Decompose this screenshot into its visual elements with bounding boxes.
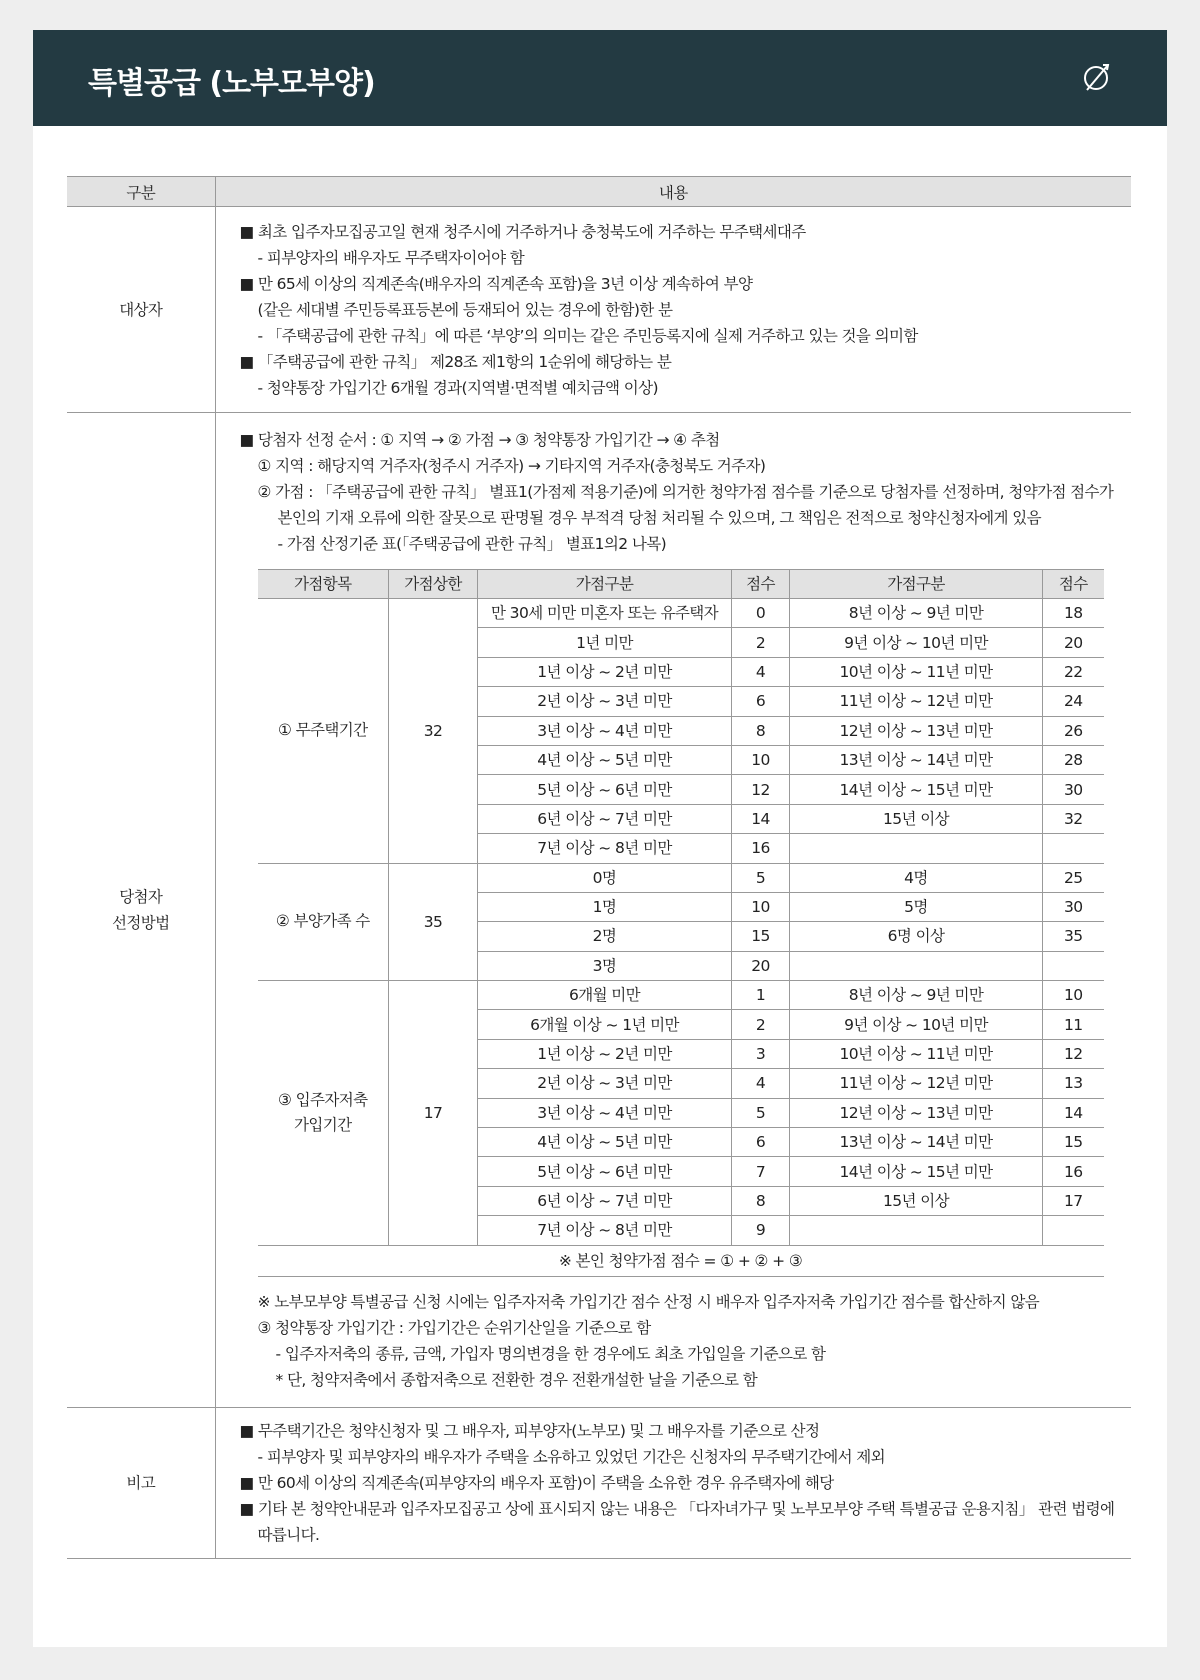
score-points: 25 bbox=[1043, 863, 1104, 892]
score-range: 11년 이상 ~ 12년 미만 bbox=[790, 687, 1043, 716]
score-item bbox=[258, 863, 389, 981]
score-range: 15년 이상 bbox=[790, 804, 1043, 833]
score-points: 14 bbox=[1043, 1098, 1104, 1127]
score-points: 24 bbox=[1043, 687, 1104, 716]
score-range: 만 30세 미만 미혼자 또는 유주택자 bbox=[478, 599, 732, 628]
score-range: 1명 bbox=[478, 892, 732, 921]
score-item-line: ③ 입주자저축 bbox=[278, 1090, 368, 1109]
score-range: 6년 이상 ~ 7년 미만 bbox=[478, 1186, 732, 1215]
score-points: 20 bbox=[732, 951, 790, 980]
note-line: - 입주자저축의 종류, 금액, 가입자 명의변경을 한 경우에도 최초 가입일을 기준으로 함 bbox=[275, 1344, 826, 1363]
score-range: 1년 이상 ~ 2년 미만 bbox=[478, 1039, 732, 1068]
score-points: 32 bbox=[1043, 804, 1104, 833]
remarks-row bbox=[67, 1407, 1131, 1558]
target-line: ■ 만 65세 이상의 직계존속(배우자의 직계존속 포함)을 3년 이상 계속하여 부양 bbox=[239, 274, 753, 293]
score-range: 15년 이상 bbox=[790, 1186, 1043, 1215]
selection-intro-line: ■ 당첨자 선정 순서 : ① 지역 → ② 가점 → ③ 청약통장 가입기간 → ④ 추첨 bbox=[239, 431, 720, 449]
score-range: 9년 이상 ~ 10년 미만 bbox=[790, 628, 1043, 657]
score-points: 2 bbox=[732, 628, 790, 657]
note-line: ③ 청약통장 가입기간 : 가입기간은 순위기산일을 기준으로 함 bbox=[257, 1318, 651, 1337]
score-points: 5 bbox=[732, 863, 790, 892]
document-card bbox=[33, 30, 1167, 1647]
score-points: 5 bbox=[732, 1098, 790, 1127]
score-range bbox=[790, 1216, 1043, 1245]
score-points: 12 bbox=[1043, 1039, 1104, 1068]
score-points: 6 bbox=[732, 1128, 790, 1157]
score-range: 6년 이상 ~ 7년 미만 bbox=[478, 804, 732, 833]
page-title: 특별공급 (노부모부양) bbox=[88, 66, 375, 101]
score-points: 14 bbox=[732, 804, 790, 833]
score-points: 22 bbox=[1043, 657, 1104, 686]
selection-label-line: 당첨자 bbox=[119, 887, 163, 906]
score-points: 17 bbox=[1043, 1186, 1104, 1215]
score-range: 7년 이상 ~ 8년 미만 bbox=[478, 834, 732, 863]
note-line: * 단, 청약저축에서 종합저축으로 전환한 경우 전환개설한 날을 기준으로 함 bbox=[275, 1370, 758, 1389]
score-range: 2년 이상 ~ 3년 미만 bbox=[478, 687, 732, 716]
remarks-label: 비고 bbox=[67, 1407, 215, 1558]
target-row bbox=[67, 207, 1131, 413]
selection-label bbox=[67, 413, 215, 1408]
column-header-category: 구분 bbox=[67, 177, 215, 207]
score-points: 0 bbox=[732, 599, 790, 628]
score-range: 10년 이상 ~ 11년 미만 bbox=[790, 1039, 1043, 1068]
score-range: 8년 이상 ~ 9년 미만 bbox=[790, 981, 1043, 1010]
score-points: 7 bbox=[732, 1157, 790, 1186]
score-range: 7년 이상 ~ 8년 미만 bbox=[478, 1216, 732, 1245]
score-table-body bbox=[258, 599, 1104, 1246]
score-points: 18 bbox=[1043, 599, 1104, 628]
score-points: 10 bbox=[732, 745, 790, 774]
score-range bbox=[790, 951, 1043, 980]
score-header: 가점구분 bbox=[478, 570, 732, 599]
score-points bbox=[1043, 1216, 1104, 1245]
score-range: 4년 이상 ~ 5년 미만 bbox=[478, 1128, 732, 1157]
score-range: 10년 이상 ~ 11년 미만 bbox=[790, 657, 1043, 686]
score-points: 6 bbox=[732, 687, 790, 716]
score-points: 15 bbox=[1043, 1128, 1104, 1157]
remarks-line: ■ 무주택기간은 청약신청자 및 그 배우자, 피부양자(노부모) 및 그 배우자를 기준으로 산정 bbox=[239, 1421, 820, 1440]
score-range bbox=[790, 834, 1043, 863]
score-item-line: ② 부양가족 수 bbox=[275, 912, 370, 931]
score-header: 가점상한 bbox=[389, 570, 478, 599]
score-points: 8 bbox=[732, 1186, 790, 1215]
selection-content bbox=[215, 413, 1131, 1408]
target-content bbox=[215, 207, 1131, 413]
score-points: 4 bbox=[732, 1069, 790, 1098]
selection-intro-line: ② 가점 : 「주택공급에 관한 규칙」 별표1(가점제 적용기준)에 의거한 청약가점 점수를 기준으로 당첨자를 선정하며, 청약가점 점수가 bbox=[257, 483, 1114, 501]
score-total-row bbox=[258, 1245, 1104, 1276]
score-range: 13년 이상 ~ 14년 미만 bbox=[790, 1128, 1043, 1157]
score-points: 28 bbox=[1043, 745, 1104, 774]
score-points: 11 bbox=[1043, 1010, 1104, 1039]
score-row bbox=[258, 863, 1104, 892]
score-points: 13 bbox=[1043, 1069, 1104, 1098]
score-header: 점수 bbox=[1043, 570, 1104, 599]
remarks-line: - 피부양자 및 피부양자의 배우자가 주택을 소유하고 있었던 기간은 신청자의 무주택기간에서 제외 bbox=[257, 1447, 886, 1466]
score-points bbox=[1043, 951, 1104, 980]
target-label: 대상자 bbox=[67, 207, 215, 413]
score-item-line: ① 무주택기간 bbox=[278, 721, 368, 740]
score-points: 16 bbox=[732, 834, 790, 863]
score-range: 5년 이상 ~ 6년 미만 bbox=[478, 1157, 732, 1186]
score-range: 9년 이상 ~ 10년 미만 bbox=[790, 1010, 1043, 1039]
score-row bbox=[258, 981, 1104, 1010]
score-range: 6명 이상 bbox=[790, 922, 1043, 951]
score-range: 6개월 미만 bbox=[478, 981, 732, 1010]
remarks-line: ■ 기타 본 청약안내문과 입주자모집공고 상에 표시되지 않는 내용은 「다자녀가구 및 노부모부양 주택 특별공급 운용지침」 관련 법령에 bbox=[239, 1499, 1115, 1518]
target-line: ■ 「주택공급에 관한 규칙」 제28조 제1항의 1순위에 해당하는 분 bbox=[239, 352, 672, 371]
score-points: 4 bbox=[732, 657, 790, 686]
column-header-content: 내용 bbox=[215, 177, 1131, 207]
selection-row bbox=[67, 413, 1131, 1408]
score-points: 1 bbox=[732, 981, 790, 1010]
target-line: - 「주택공급에 관한 규칙」에 따른 ‘부양’의 의미는 같은 주민등록지에 실제 거주하고 있는 것을 의미함 bbox=[257, 326, 918, 345]
score-max: 32 bbox=[389, 599, 478, 864]
remarks-line: 따릅니다. bbox=[257, 1525, 320, 1544]
score-range: 8년 이상 ~ 9년 미만 bbox=[790, 599, 1043, 628]
note-line: ※ 노부모부양 특별공급 신청 시에는 입주자저축 가입기간 점수 산정 시 배우자 입주자저축 가입기간 점수를 합산하지 않음 bbox=[257, 1292, 1040, 1311]
score-points: 26 bbox=[1043, 716, 1104, 745]
score-points bbox=[1043, 834, 1104, 863]
target-line: ■ 최초 입주자모집공고일 현재 청주시에 거주하거나 충청북도에 거주하는 무주택세대주 bbox=[239, 222, 806, 241]
score-points: 9 bbox=[732, 1216, 790, 1245]
score-range: 12년 이상 ~ 13년 미만 bbox=[790, 1098, 1043, 1127]
score-range: 1년 이상 ~ 2년 미만 bbox=[478, 657, 732, 686]
score-range: 3년 이상 ~ 4년 미만 bbox=[478, 716, 732, 745]
score-range: 14년 이상 ~ 15년 미만 bbox=[790, 1157, 1043, 1186]
remarks-line: ■ 만 60세 이상의 직계존속(피부양자의 배우자 포함)이 주택을 소유한 경우 유주택자에 해당 bbox=[239, 1473, 834, 1492]
score-range: 0명 bbox=[478, 863, 732, 892]
score-points: 10 bbox=[732, 892, 790, 921]
score-range: 3년 이상 ~ 4년 미만 bbox=[478, 1098, 732, 1127]
score-points: 12 bbox=[732, 775, 790, 804]
selection-intro-line: 본인의 기재 오류에 의한 잘못으로 판명될 경우 부적격 당첨 처리될 수 있으며, 그 책임은 전적으로 청약신청자에게 있음 bbox=[277, 509, 1041, 527]
score-range: 2명 bbox=[478, 922, 732, 951]
score-range: 5명 bbox=[790, 892, 1043, 921]
target-line: - 청약통장 가입기간 6개월 경과(지역별·면적별 예치금액 이상) bbox=[257, 378, 658, 397]
score-row bbox=[258, 599, 1104, 628]
score-points: 3 bbox=[732, 1039, 790, 1068]
score-total: ※ 본인 청약가점 점수 = ① + ② + ③ bbox=[258, 1245, 1104, 1276]
score-range: 4명 bbox=[790, 863, 1043, 892]
score-range: 6개월 이상 ~ 1년 미만 bbox=[478, 1010, 732, 1039]
score-range: 13년 이상 ~ 14년 미만 bbox=[790, 745, 1043, 774]
remarks-content bbox=[215, 1407, 1131, 1558]
score-points: 20 bbox=[1043, 628, 1104, 657]
score-header: 가점구분 bbox=[790, 570, 1043, 599]
score-item bbox=[258, 981, 389, 1246]
score-item bbox=[258, 599, 389, 864]
selection-intro-line: ① 지역 : 해당지역 거주자(청주시 거주자) → 기타지역 거주자(충청북도 거주자) bbox=[257, 457, 766, 475]
score-max: 17 bbox=[389, 981, 478, 1246]
score-points: 30 bbox=[1043, 775, 1104, 804]
score-points: 30 bbox=[1043, 892, 1104, 921]
score-header: 점수 bbox=[732, 570, 790, 599]
header-bar bbox=[33, 30, 1167, 126]
score-points: 8 bbox=[732, 716, 790, 745]
score-table bbox=[258, 569, 1104, 1277]
selection-notes bbox=[240, 1289, 1102, 1393]
selection-intro-line: - 가점 산정기준 표(「주택공급에 관한 규칙」 별표1의2 나목) bbox=[277, 535, 667, 553]
score-header: 가점항목 bbox=[258, 570, 389, 599]
score-points: 10 bbox=[1043, 981, 1104, 1010]
score-range: 3명 bbox=[478, 951, 732, 980]
score-range: 4년 이상 ~ 5년 미만 bbox=[478, 745, 732, 774]
info-table bbox=[67, 176, 1131, 1559]
score-points: 35 bbox=[1043, 922, 1104, 951]
score-range: 11년 이상 ~ 12년 미만 bbox=[790, 1069, 1043, 1098]
score-max: 35 bbox=[389, 863, 478, 981]
score-range: 5년 이상 ~ 6년 미만 bbox=[478, 775, 732, 804]
score-range: 1년 미만 bbox=[478, 628, 732, 657]
score-points: 15 bbox=[732, 922, 790, 951]
score-range: 12년 이상 ~ 13년 미만 bbox=[790, 716, 1043, 745]
score-range: 2년 이상 ~ 3년 미만 bbox=[478, 1069, 732, 1098]
score-item-line: 가입기간 bbox=[294, 1115, 352, 1134]
score-points: 16 bbox=[1043, 1157, 1104, 1186]
score-range: 14년 이상 ~ 15년 미만 bbox=[790, 775, 1043, 804]
selection-label-line: 선정방법 bbox=[112, 913, 170, 932]
target-line: - 피부양자의 배우자도 무주택자이어야 함 bbox=[257, 248, 525, 267]
target-line: (같은 세대별 주민등록표등본에 등재되어 있는 경우에 한함)한 분 bbox=[257, 300, 673, 319]
score-points: 2 bbox=[732, 1010, 790, 1039]
leaf-icon bbox=[1079, 59, 1115, 95]
